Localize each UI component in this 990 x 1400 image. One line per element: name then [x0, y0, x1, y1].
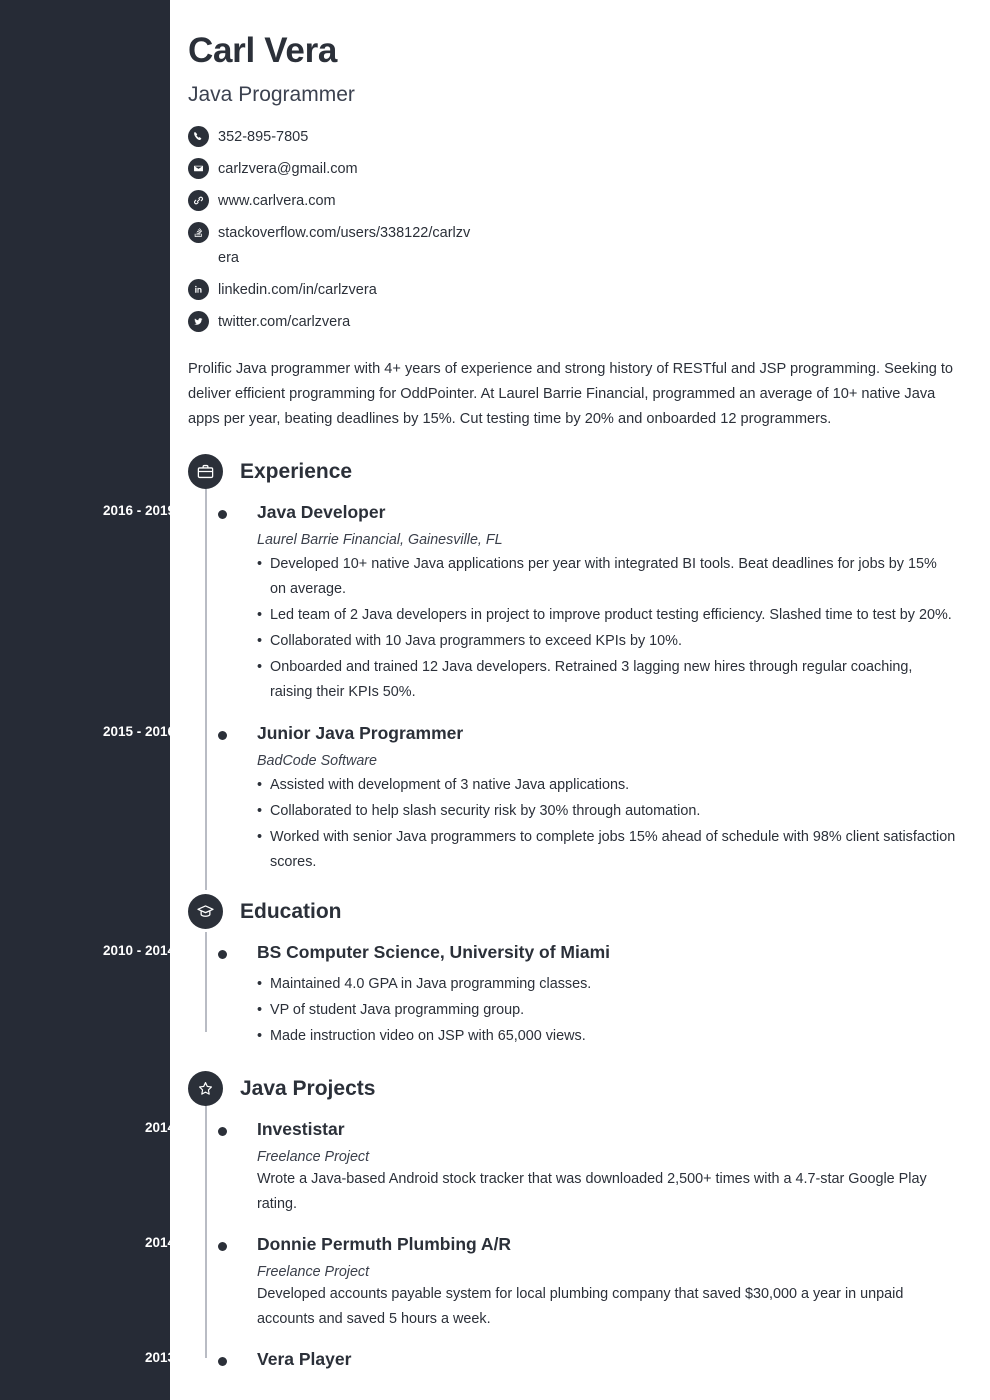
- entry-title: Vera Player: [257, 1348, 352, 1369]
- contact-item-stackoverflow[interactable]: [188, 221, 956, 271]
- professional-summary: Prolific Java programmer with 4+ years of experience and strong history of RESTful and JSP programming. Seeking to deliver efficient programming for OddPointer. At Laurel Barrie Financial, programmed an average of 10+ native Java apps per year, beating deadlines by 15%. Cut testing time by 20% and onboarded 12 programmers.: [188, 360, 954, 428]
- bullet-item: • Worked with senior Java programmers to complete jobs 15% ahead of schedule with 98% client satisfaction scores.: [257, 825, 956, 875]
- contact-item-linkedin[interactable]: [188, 278, 956, 303]
- entry-date: 2010 - 2014: [102, 943, 175, 959]
- twitter-icon: [188, 311, 209, 332]
- section-header-education: [188, 894, 956, 929]
- entry-title: Junior Java Programmer: [257, 722, 464, 743]
- contact-email-text: carlzvera@gmail.com: [218, 160, 358, 177]
- bullet-item: • Made instruction video on JSP with 65,000 views.: [257, 1024, 956, 1049]
- entry-subtitle: Laurel Barrie Financial, Gainesville, FL: [257, 532, 503, 549]
- graduation-cap-icon: [188, 894, 223, 929]
- contact-item-email[interactable]: [188, 157, 956, 182]
- project-entry: [144, 1119, 956, 1217]
- resume-content: [102, 0, 990, 1400]
- timeline-dot: [218, 950, 227, 959]
- contact-item-website[interactable]: [188, 189, 956, 214]
- linkedin-icon: [188, 279, 209, 300]
- timeline-dot: [218, 1242, 227, 1251]
- bullet-item: • Maintained 4.0 GPA in Java programming classes.: [257, 972, 956, 997]
- bullet-item: • Collaborated to help slash security risk by 30% through automation.: [257, 799, 956, 824]
- contact-twitter-text: twitter.com/carlzvera: [218, 313, 351, 330]
- entry-subtitle: BadCode Software: [257, 752, 378, 769]
- timeline-dot: [218, 510, 227, 519]
- contact-item-twitter[interactable]: [188, 310, 956, 335]
- job-title: Java Programmer: [188, 83, 355, 106]
- page-title: Carl Vera: [188, 31, 338, 70]
- experience-entry: [102, 502, 956, 705]
- bullet-item: • Developed 10+ native Java applications per year with integrated BI tools. Beat deadlines for jobs by 15% on average.: [257, 552, 956, 602]
- project-entry: [144, 1234, 956, 1332]
- entry-bullets: [257, 972, 956, 1049]
- section-header-projects: [188, 1071, 956, 1106]
- section-title-experience: Experience: [240, 459, 353, 483]
- entry-title: Java Developer: [257, 502, 386, 523]
- contact-stackoverflow-text: stackoverflow.com/users/338122/carlzvera: [218, 224, 471, 266]
- entry-date: 2013: [144, 1349, 175, 1365]
- entry-description: Developed accounts payable system for local plumbing company that saved $30,000 a year in unpaid accounts and saved 5 hours a week.: [257, 1286, 904, 1328]
- entry-bullets: [257, 552, 956, 705]
- entry-subtitle: Freelance Project: [257, 1264, 370, 1281]
- entry-title: Donnie Permuth Plumbing A/R: [257, 1234, 512, 1255]
- entry-title: BS Computer Science, University of Miami: [257, 942, 611, 963]
- entry-date: 2014: [144, 1235, 175, 1251]
- entry-subtitle: Freelance Project: [257, 1149, 370, 1166]
- entry-date: 2014: [144, 1120, 175, 1136]
- bullet-item: • Onboarded and trained 12 Java developers. Retrained 3 lagging new hires through regular coaching, raising their KPIs 50%.: [257, 655, 956, 705]
- contact-linkedin-text: linkedin.com/in/carlzvera: [218, 281, 377, 298]
- email-icon: [188, 158, 209, 179]
- section-header-experience: [188, 454, 956, 489]
- contact-website-text: www.carlvera.com: [218, 192, 336, 209]
- entry-description: Wrote a Java-based Android stock tracker that was downloaded 2,500+ times with a 4.7-star Google Play rating.: [257, 1171, 927, 1213]
- entry-date: 2016 - 2019: [102, 503, 175, 519]
- timeline-dot: [218, 731, 227, 740]
- phone-icon: [188, 126, 209, 147]
- entry-date: 2015 - 2016: [102, 723, 175, 739]
- timeline-dot: [218, 1357, 227, 1366]
- experience-entry: [102, 722, 956, 875]
- stackoverflow-icon: [188, 222, 209, 243]
- section-title-education: Education: [240, 899, 342, 923]
- entry-bullets: [257, 773, 956, 875]
- link-icon: [188, 190, 209, 211]
- bullet-item: • Collaborated with 10 Java programmers to exceed KPIs by 10%.: [257, 629, 956, 654]
- briefcase-icon: [188, 454, 223, 489]
- bullet-item: • Assisted with development of 3 native Java applications.: [257, 773, 956, 798]
- bullet-item: • Led team of 2 Java developers in project to improve product testing efficiency. Slashed time to test by 20%.: [257, 603, 956, 628]
- section-title-projects: Java Projects: [240, 1076, 376, 1100]
- timeline-dot: [218, 1127, 227, 1136]
- star-icon: [188, 1071, 223, 1106]
- contact-list: [188, 125, 956, 335]
- dark-sidebar-rail: [0, 0, 170, 1400]
- project-entry: [144, 1348, 956, 1370]
- entry-title: Investistar: [257, 1119, 345, 1140]
- bullet-item: • VP of student Java programming group.: [257, 998, 956, 1023]
- contact-item-phone[interactable]: [188, 125, 956, 150]
- contact-phone-text: 352-895-7805: [218, 129, 309, 145]
- education-entry: [102, 942, 956, 1049]
